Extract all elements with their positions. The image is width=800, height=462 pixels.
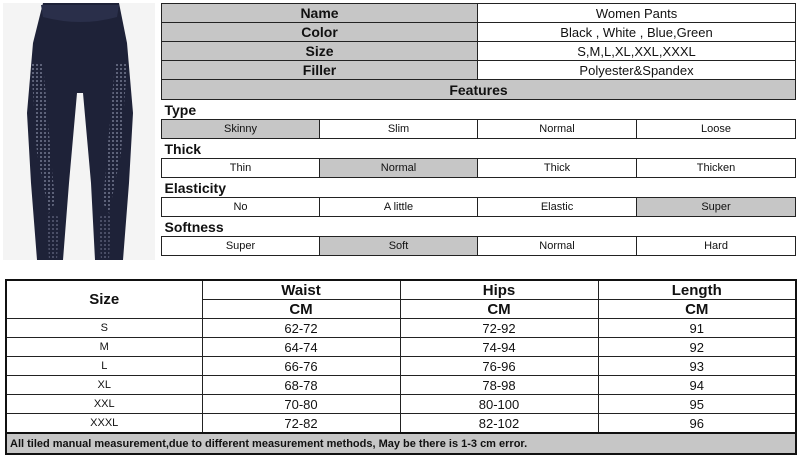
size-row xyxy=(6,376,796,395)
waist-value: 64-74 xyxy=(202,338,400,357)
waist-value: 66-76 xyxy=(202,357,400,376)
size-row xyxy=(6,357,796,376)
hips-value: 72-92 xyxy=(400,319,598,338)
feature-option-selected: Normal xyxy=(320,159,478,178)
length-value: 93 xyxy=(598,357,796,376)
waist-value: 68-78 xyxy=(202,376,400,395)
size-row xyxy=(6,395,796,414)
feature-option: Hard xyxy=(637,237,796,256)
feature-option: Super xyxy=(162,237,320,256)
feature-category-row xyxy=(162,178,796,198)
hips-value: 80-100 xyxy=(400,395,598,414)
spec-value: Black , White , Blue,Green xyxy=(478,23,796,42)
feature-option: Thick xyxy=(478,159,637,178)
note-row xyxy=(6,433,796,454)
spec-value: Polyester&Spandex xyxy=(478,61,796,80)
features-title: Features xyxy=(162,80,796,100)
length-value: 94 xyxy=(598,376,796,395)
hips-value: 74-94 xyxy=(400,338,598,357)
measure-column-header: Length xyxy=(598,280,796,300)
length-value: 95 xyxy=(598,395,796,414)
size-label: L xyxy=(6,357,202,376)
feature-option: Loose xyxy=(637,120,796,139)
size-label: S xyxy=(6,319,202,338)
size-label: M xyxy=(6,338,202,357)
spec-row-name xyxy=(162,4,796,23)
feature-options-row xyxy=(162,120,796,139)
unit-label: CM xyxy=(202,300,400,319)
size-header-row xyxy=(6,280,796,300)
size-label: XL xyxy=(6,376,202,395)
feature-option-selected: Soft xyxy=(320,237,478,256)
feature-options-row xyxy=(162,198,796,217)
feature-option: Normal xyxy=(478,237,637,256)
size-column-header: Size xyxy=(6,280,202,319)
length-value: 96 xyxy=(598,414,796,434)
spec-row-color xyxy=(162,23,796,42)
feature-category-row xyxy=(162,139,796,159)
size-chart-table xyxy=(5,279,797,455)
length-value: 92 xyxy=(598,338,796,357)
hips-value: 76-96 xyxy=(400,357,598,376)
hips-value: 82-102 xyxy=(400,414,598,434)
size-row xyxy=(6,414,796,434)
spec-label: Size xyxy=(162,42,478,61)
feature-options-row xyxy=(162,159,796,178)
size-row xyxy=(6,338,796,357)
size-label: XXXL xyxy=(6,414,202,434)
feature-options-row xyxy=(162,237,796,256)
feature-option-selected: Skinny xyxy=(162,120,320,139)
feature-option: Normal xyxy=(478,120,637,139)
measure-column-header: Waist xyxy=(202,280,400,300)
spec-label: Color xyxy=(162,23,478,42)
feature-category-row xyxy=(162,217,796,237)
feature-category: Elasticity xyxy=(162,178,796,198)
waist-value: 62-72 xyxy=(202,319,400,338)
unit-label: CM xyxy=(598,300,796,319)
waist-value: 72-82 xyxy=(202,414,400,434)
size-row xyxy=(6,319,796,338)
leggings-illustration xyxy=(3,3,155,260)
spec-label: Filler xyxy=(162,61,478,80)
hips-value: 78-98 xyxy=(400,376,598,395)
product-spec-table xyxy=(161,3,796,256)
feature-category: Softness xyxy=(162,217,796,237)
feature-option: Thin xyxy=(162,159,320,178)
unit-label: CM xyxy=(400,300,598,319)
measurement-note: All tiled manual measurement,due to different measurement methods, May be there is 1-3 cm error. xyxy=(6,433,796,454)
spec-row-size xyxy=(162,42,796,61)
features-header-row xyxy=(162,80,796,100)
waist-value: 70-80 xyxy=(202,395,400,414)
measure-column-header: Hips xyxy=(400,280,598,300)
feature-option: Slim xyxy=(320,120,478,139)
spec-row-filler xyxy=(162,61,796,80)
feature-option-selected: Super xyxy=(637,198,796,217)
product-photo xyxy=(3,3,155,260)
feature-option: A little xyxy=(320,198,478,217)
spec-label: Name xyxy=(162,4,478,23)
feature-category: Thick xyxy=(162,139,796,159)
size-label: XXL xyxy=(6,395,202,414)
feature-option: No xyxy=(162,198,320,217)
length-value: 91 xyxy=(598,319,796,338)
feature-category-row xyxy=(162,100,796,120)
spec-value: S,M,L,XL,XXL,XXXL xyxy=(478,42,796,61)
feature-option: Thicken xyxy=(637,159,796,178)
spec-value: Women Pants xyxy=(478,4,796,23)
feature-category: Type xyxy=(162,100,796,120)
feature-option: Elastic xyxy=(478,198,637,217)
